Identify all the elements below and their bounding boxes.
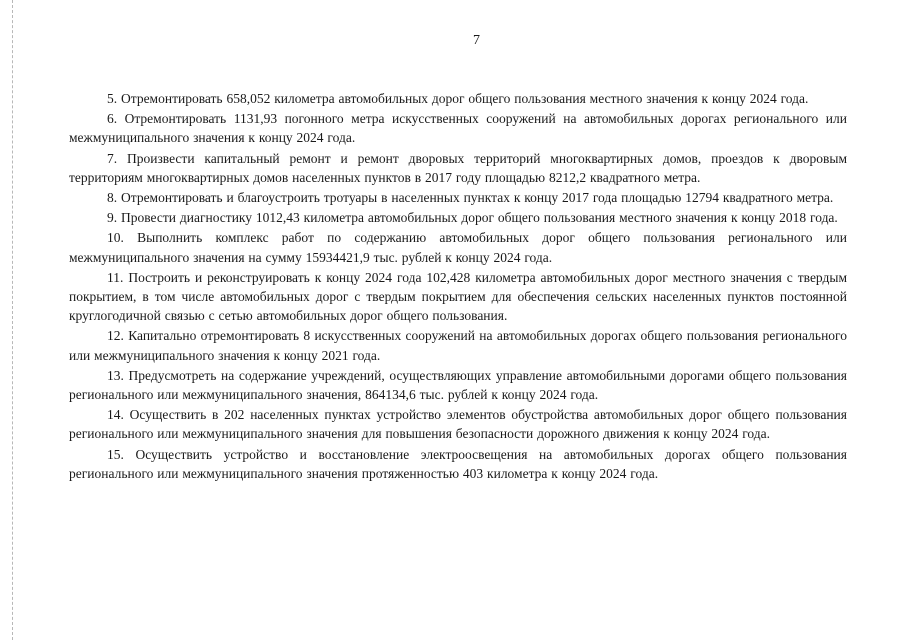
paragraph-item-12: 12. Капитально отремонтировать 8 искусственных сооружений на автомобильных дорогах общего пользования регионального или межмуниципального значения к концу 2021 года. (69, 328, 847, 363)
paragraph-item-9: 9. Провести диагностику 1012,43 километра автомобильных дорог общего пользования местного значения к концу 2018 года. (107, 210, 838, 226)
paragraph-item-7: 7. Произвести капитальный ремонт и ремонт дворовых территорий многоквартирных домов, проездов к дворовым территориям многоквартирных домов населенных пунктов в 2017 году площадью 8212,2 квадратного метра. (69, 150, 847, 185)
paragraph-item-13: 13. Предусмотреть на содержание учреждений, осуществляющих управление автомобильными дорогами общего пользования регионального или межмуниципального значения, 864134,6 тыс. рублей к концу 2024 года. (69, 367, 847, 403)
paragraph-item-10: 10. Выполнить комплекс работ по содержанию автомобильных дорог общего пользования регионального или межмуниципального значения на сумму 15934421,9 тыс. рублей к концу 2024 года. (69, 230, 847, 265)
paragraph-item-8: 8. Отремонтировать и благоустроить тротуары в населенных пунктах к концу 2017 года площадью 12794 квадратного метра. (107, 190, 834, 206)
document-body (69, 89, 847, 484)
paragraph-item-14: 14. Осуществить в 202 населенных пунктах устройство элементов обустройства автомобильных дорог общего пользования регионального или межмуниципального значения для повышения безопасности дорожного движения к концу 2024 года. (69, 407, 847, 442)
paragraph-item-6: 6. Отремонтировать 1131,93 погонного метра искусственных сооружений на автомобильных дорогах регионального или межмуниципального значения к концу 2024 года. (69, 111, 847, 146)
paragraph-item-11: 11. Построить и реконструировать к концу 2024 года 102,428 километра автомобильных дорог местного значения с твердым покрытием, в том числе автомобильных дорог с твердым покрытием для обеспечения сельских населенных пунктов постоянной круглогодичной связью с сетью автомобильных дорог общего пользования. (69, 269, 847, 324)
page-edge-rule (12, 0, 13, 640)
paragraph-item-5: 5. Отремонтировать 658,052 километра автомобильных дорог общего пользования местного значения к концу 2024 года. (107, 91, 809, 106)
paragraph-item-15: 15. Осуществить устройство и восстановление электроосвещения на автомобильных дорогах общего пользования регионального или межмуниципального значения протяженностью 403 километра к концу 2024 года. (69, 446, 847, 481)
page-number: 7 (473, 33, 480, 48)
